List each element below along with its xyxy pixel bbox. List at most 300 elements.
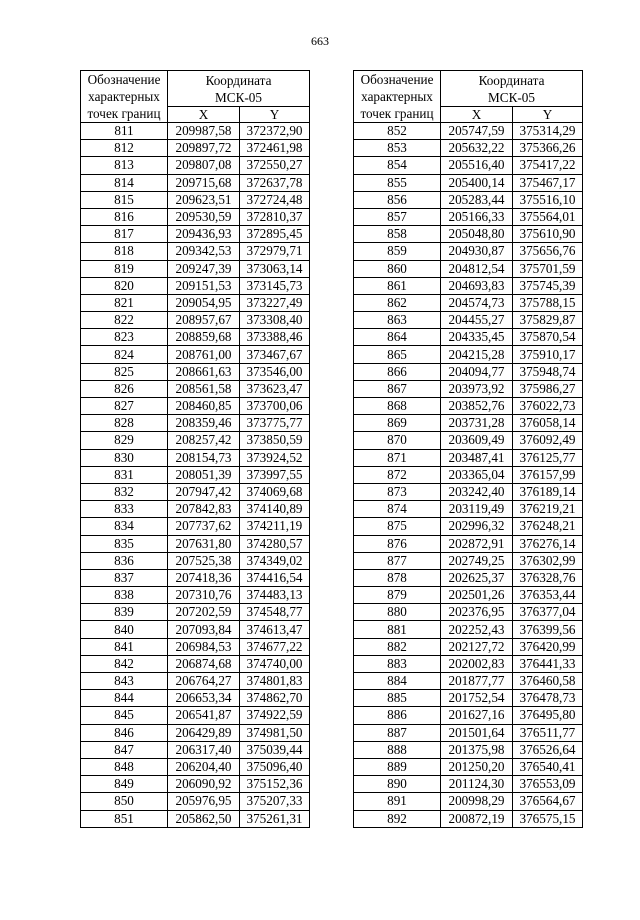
point-number-cell: 835 — [81, 535, 168, 552]
point-number-cell: 848 — [81, 758, 168, 775]
right-coordinates-table — [353, 70, 583, 828]
x-coordinate-cell: 208859,68 — [168, 329, 240, 346]
point-number-cell: 820 — [81, 277, 168, 294]
point-number-cell: 870 — [354, 432, 441, 449]
x-coordinate-cell: 209987,58 — [168, 123, 240, 140]
point-number-cell: 826 — [81, 380, 168, 397]
point-number-cell: 821 — [81, 294, 168, 311]
table-row — [81, 363, 310, 380]
point-number-cell: 811 — [81, 123, 168, 140]
table-row — [81, 810, 310, 827]
y-coordinate-cell: 374801,83 — [240, 673, 310, 690]
point-number-cell: 819 — [81, 260, 168, 277]
point-number-cell: 828 — [81, 415, 168, 432]
y-coordinate-cell: 375207,33 — [240, 793, 310, 810]
x-coordinate-cell: 204693,83 — [441, 277, 513, 294]
table-row — [81, 673, 310, 690]
y-coordinate-cell: 376276,14 — [513, 535, 583, 552]
y-coordinate-cell: 374613,47 — [240, 621, 310, 638]
x-coordinate-cell: 206429,89 — [168, 724, 240, 741]
x-coordinate-cell: 207737,62 — [168, 518, 240, 535]
x-coordinate-cell: 202002,83 — [441, 655, 513, 672]
x-coordinate-cell: 203119,49 — [441, 501, 513, 518]
x-coordinate-cell: 206653,34 — [168, 690, 240, 707]
y-coordinate-cell: 373700,06 — [240, 398, 310, 415]
x-coordinate-cell: 208257,42 — [168, 432, 240, 449]
point-number-cell: 877 — [354, 552, 441, 569]
table-row — [354, 312, 583, 329]
point-number-cell: 841 — [81, 638, 168, 655]
right-table-body — [354, 123, 583, 828]
point-number-cell: 867 — [354, 380, 441, 397]
y-coordinate-cell: 373227,49 — [240, 294, 310, 311]
y-coordinate-cell: 376302,99 — [513, 552, 583, 569]
table-row — [354, 724, 583, 741]
table-row — [354, 655, 583, 672]
table-row — [354, 535, 583, 552]
y-coordinate-cell: 375745,39 — [513, 277, 583, 294]
point-number-cell: 873 — [354, 483, 441, 500]
y-coordinate-cell: 376441,33 — [513, 655, 583, 672]
point-number-cell: 855 — [354, 174, 441, 191]
table-row — [354, 294, 583, 311]
x-coordinate-cell: 208359,46 — [168, 415, 240, 432]
y-coordinate-cell: 376526,64 — [513, 741, 583, 758]
point-number-cell: 842 — [81, 655, 168, 672]
y-coordinate-cell: 375467,17 — [513, 174, 583, 191]
point-number-cell: 879 — [354, 587, 441, 604]
point-number-cell: 814 — [81, 174, 168, 191]
y-coordinate-cell: 375314,29 — [513, 123, 583, 140]
x-coordinate-cell: 207947,42 — [168, 483, 240, 500]
point-number-cell: 872 — [354, 466, 441, 483]
table-row — [354, 123, 583, 140]
point-number-cell: 822 — [81, 312, 168, 329]
point-number-cell: 878 — [354, 569, 441, 586]
table-row — [354, 587, 583, 604]
x-coordinate-cell: 203852,76 — [441, 398, 513, 415]
table-row — [81, 483, 310, 500]
table-row — [354, 432, 583, 449]
table-row — [81, 277, 310, 294]
x-coordinate-cell: 204215,28 — [441, 346, 513, 363]
table-row — [354, 243, 583, 260]
point-number-cell: 884 — [354, 673, 441, 690]
y-coordinate-cell: 374862,70 — [240, 690, 310, 707]
table-row — [354, 208, 583, 225]
x-coordinate-cell: 202376,95 — [441, 604, 513, 621]
x-coordinate-cell: 209247,39 — [168, 260, 240, 277]
y-coordinate-cell: 372550,27 — [240, 157, 310, 174]
point-number-cell: 832 — [81, 483, 168, 500]
x-coordinate-cell: 202749,25 — [441, 552, 513, 569]
y-coordinate-cell: 373924,52 — [240, 449, 310, 466]
x-coordinate-cell: 209342,53 — [168, 243, 240, 260]
y-column-header: Y — [240, 107, 310, 123]
table-row — [81, 398, 310, 415]
x-coordinate-cell: 205400,14 — [441, 174, 513, 191]
point-number-cell: 885 — [354, 690, 441, 707]
y-coordinate-cell: 374140,89 — [240, 501, 310, 518]
point-number-cell: 845 — [81, 707, 168, 724]
table-row — [354, 140, 583, 157]
x-coordinate-cell: 207310,76 — [168, 587, 240, 604]
x-coordinate-cell: 202872,91 — [441, 535, 513, 552]
x-coordinate-cell: 201375,98 — [441, 741, 513, 758]
y-coordinate-cell: 375366,26 — [513, 140, 583, 157]
x-coordinate-cell: 203242,40 — [441, 483, 513, 500]
x-coordinate-cell: 208561,58 — [168, 380, 240, 397]
point-number-cell: 823 — [81, 329, 168, 346]
y-coordinate-cell: 376353,44 — [513, 587, 583, 604]
x-coordinate-cell: 209897,72 — [168, 140, 240, 157]
point-number-cell: 860 — [354, 260, 441, 277]
y-coordinate-cell: 376399,56 — [513, 621, 583, 638]
table-row — [81, 466, 310, 483]
y-coordinate-cell: 376248,21 — [513, 518, 583, 535]
y-coordinate-cell: 374922,59 — [240, 707, 310, 724]
x-coordinate-cell: 209436,93 — [168, 226, 240, 243]
x-coordinate-cell: 202996,32 — [441, 518, 513, 535]
x-coordinate-cell: 204335,45 — [441, 329, 513, 346]
table-row — [354, 191, 583, 208]
x-coordinate-cell: 201627,16 — [441, 707, 513, 724]
point-number-cell: 818 — [81, 243, 168, 260]
table-row — [81, 449, 310, 466]
x-coordinate-cell: 204094,77 — [441, 363, 513, 380]
y-coordinate-cell: 376219,21 — [513, 501, 583, 518]
y-coordinate-cell: 375261,31 — [240, 810, 310, 827]
table-row — [81, 552, 310, 569]
point-number-cell: 849 — [81, 776, 168, 793]
x-coordinate-cell: 208661,63 — [168, 363, 240, 380]
point-number-cell: 853 — [354, 140, 441, 157]
point-number-cell: 843 — [81, 673, 168, 690]
point-number-cell: 856 — [354, 191, 441, 208]
table-row — [354, 690, 583, 707]
point-number-cell: 859 — [354, 243, 441, 260]
point-number-cell: 851 — [81, 810, 168, 827]
x-coordinate-cell: 205632,22 — [441, 140, 513, 157]
y-coordinate-cell: 376092,49 — [513, 432, 583, 449]
table-row — [81, 157, 310, 174]
x-coordinate-cell: 203365,04 — [441, 466, 513, 483]
point-number-cell: 871 — [354, 449, 441, 466]
y-coordinate-cell: 375788,15 — [513, 294, 583, 311]
x-coordinate-cell: 202501,26 — [441, 587, 513, 604]
point-number-cell: 891 — [354, 793, 441, 810]
y-column-header: Y — [513, 107, 583, 123]
point-number-cell: 869 — [354, 415, 441, 432]
y-coordinate-cell: 376564,67 — [513, 793, 583, 810]
y-coordinate-cell: 376022,73 — [513, 398, 583, 415]
x-coordinate-cell: 202625,37 — [441, 569, 513, 586]
y-coordinate-cell: 375986,27 — [513, 380, 583, 397]
coordinate-group-header: Координата МСК-05 — [168, 71, 310, 107]
x-coordinate-cell: 206541,87 — [168, 707, 240, 724]
x-coordinate-cell: 205862,50 — [168, 810, 240, 827]
x-coordinate-cell: 209530,59 — [168, 208, 240, 225]
y-coordinate-cell: 376478,73 — [513, 690, 583, 707]
table-row — [81, 243, 310, 260]
table-row — [354, 776, 583, 793]
y-coordinate-cell: 374483,13 — [240, 587, 310, 604]
point-number-cell: 824 — [81, 346, 168, 363]
point-number-cell: 839 — [81, 604, 168, 621]
y-coordinate-cell: 374416,54 — [240, 569, 310, 586]
y-coordinate-cell: 374280,57 — [240, 535, 310, 552]
y-coordinate-cell: 375870,54 — [513, 329, 583, 346]
x-coordinate-cell: 204455,27 — [441, 312, 513, 329]
table-row — [81, 208, 310, 225]
x-coordinate-cell: 201752,54 — [441, 690, 513, 707]
left-table-body — [81, 123, 310, 828]
x-coordinate-cell: 205283,44 — [441, 191, 513, 208]
point-number-cell: 815 — [81, 191, 168, 208]
y-coordinate-cell: 373467,67 — [240, 346, 310, 363]
point-name-header: Обозначение характерных точек границ — [81, 71, 168, 123]
table-row — [354, 518, 583, 535]
point-number-cell: 813 — [81, 157, 168, 174]
point-number-cell: 880 — [354, 604, 441, 621]
point-number-cell: 886 — [354, 707, 441, 724]
x-coordinate-cell: 201877,77 — [441, 673, 513, 690]
table-row — [81, 191, 310, 208]
x-coordinate-cell: 201501,64 — [441, 724, 513, 741]
point-number-cell: 875 — [354, 518, 441, 535]
y-coordinate-cell: 374548,77 — [240, 604, 310, 621]
y-coordinate-cell: 375656,76 — [513, 243, 583, 260]
table-row — [81, 415, 310, 432]
point-number-cell: 857 — [354, 208, 441, 225]
point-number-cell: 883 — [354, 655, 441, 672]
x-coordinate-cell: 206204,40 — [168, 758, 240, 775]
x-coordinate-cell: 208154,73 — [168, 449, 240, 466]
table-row — [81, 226, 310, 243]
x-coordinate-cell: 208761,00 — [168, 346, 240, 363]
y-coordinate-cell: 375564,01 — [513, 208, 583, 225]
table-row — [81, 776, 310, 793]
x-coordinate-cell: 207525,38 — [168, 552, 240, 569]
y-coordinate-cell: 376189,14 — [513, 483, 583, 500]
table-row — [81, 604, 310, 621]
x-coordinate-cell: 203609,49 — [441, 432, 513, 449]
y-coordinate-cell: 375829,87 — [513, 312, 583, 329]
x-coordinate-cell: 203731,28 — [441, 415, 513, 432]
point-number-cell: 890 — [354, 776, 441, 793]
x-coordinate-cell: 209807,08 — [168, 157, 240, 174]
table-row — [354, 466, 583, 483]
point-number-cell: 831 — [81, 466, 168, 483]
table-row — [354, 226, 583, 243]
point-number-cell: 836 — [81, 552, 168, 569]
table-row — [354, 552, 583, 569]
x-coordinate-cell: 207418,36 — [168, 569, 240, 586]
table-row — [81, 724, 310, 741]
point-number-cell: 862 — [354, 294, 441, 311]
x-coordinate-cell: 205166,33 — [441, 208, 513, 225]
x-column-header: X — [441, 107, 513, 123]
point-number-cell: 852 — [354, 123, 441, 140]
point-number-cell: 889 — [354, 758, 441, 775]
y-coordinate-cell: 372810,37 — [240, 208, 310, 225]
point-number-cell: 866 — [354, 363, 441, 380]
point-number-cell: 887 — [354, 724, 441, 741]
point-number-cell: 833 — [81, 501, 168, 518]
x-coordinate-cell: 209054,95 — [168, 294, 240, 311]
x-coordinate-cell: 206317,40 — [168, 741, 240, 758]
y-coordinate-cell: 376460,58 — [513, 673, 583, 690]
y-coordinate-cell: 376157,99 — [513, 466, 583, 483]
point-number-cell: 863 — [354, 312, 441, 329]
point-number-cell: 834 — [81, 518, 168, 535]
y-coordinate-cell: 374349,02 — [240, 552, 310, 569]
x-coordinate-cell: 206090,92 — [168, 776, 240, 793]
point-number-cell: 827 — [81, 398, 168, 415]
y-coordinate-cell: 376125,77 — [513, 449, 583, 466]
point-number-cell: 830 — [81, 449, 168, 466]
y-coordinate-cell: 373850,59 — [240, 432, 310, 449]
x-coordinate-cell: 200872,19 — [441, 810, 513, 827]
table-row — [354, 793, 583, 810]
x-coordinate-cell: 206874,68 — [168, 655, 240, 672]
point-number-cell: 829 — [81, 432, 168, 449]
y-coordinate-cell: 376377,04 — [513, 604, 583, 621]
point-number-cell: 825 — [81, 363, 168, 380]
point-number-cell: 854 — [354, 157, 441, 174]
table-row — [81, 312, 310, 329]
x-coordinate-cell: 205976,95 — [168, 793, 240, 810]
x-coordinate-cell: 201250,20 — [441, 758, 513, 775]
table-row — [354, 260, 583, 277]
x-coordinate-cell: 204930,87 — [441, 243, 513, 260]
x-coordinate-cell: 207202,59 — [168, 604, 240, 621]
table-row — [81, 329, 310, 346]
y-coordinate-cell: 374677,22 — [240, 638, 310, 655]
y-coordinate-cell: 373997,55 — [240, 466, 310, 483]
table-row — [354, 380, 583, 397]
x-coordinate-cell: 209151,53 — [168, 277, 240, 294]
y-coordinate-cell: 376058,14 — [513, 415, 583, 432]
x-coordinate-cell: 207093,84 — [168, 621, 240, 638]
point-number-cell: 816 — [81, 208, 168, 225]
x-coordinate-cell: 203487,41 — [441, 449, 513, 466]
point-number-cell: 874 — [354, 501, 441, 518]
table-row — [354, 157, 583, 174]
table-row — [354, 569, 583, 586]
point-number-cell: 868 — [354, 398, 441, 415]
point-number-cell: 876 — [354, 535, 441, 552]
point-number-cell: 812 — [81, 140, 168, 157]
y-coordinate-cell: 374981,50 — [240, 724, 310, 741]
point-number-cell: 837 — [81, 569, 168, 586]
table-row — [81, 569, 310, 586]
y-coordinate-cell: 373546,00 — [240, 363, 310, 380]
table-row — [81, 707, 310, 724]
x-coordinate-cell: 208460,85 — [168, 398, 240, 415]
table-row — [354, 604, 583, 621]
table-row — [81, 432, 310, 449]
y-coordinate-cell: 375417,22 — [513, 157, 583, 174]
point-number-cell: 865 — [354, 346, 441, 363]
table-row — [81, 690, 310, 707]
table-row — [354, 346, 583, 363]
y-coordinate-cell: 375152,36 — [240, 776, 310, 793]
table-row — [81, 140, 310, 157]
point-number-cell: 864 — [354, 329, 441, 346]
y-coordinate-cell: 375610,90 — [513, 226, 583, 243]
x-coordinate-cell: 205048,80 — [441, 226, 513, 243]
x-coordinate-cell: 204812,54 — [441, 260, 513, 277]
y-coordinate-cell: 372895,45 — [240, 226, 310, 243]
y-coordinate-cell: 373623,47 — [240, 380, 310, 397]
y-coordinate-cell: 375948,74 — [513, 363, 583, 380]
table-row — [81, 380, 310, 397]
table-row — [81, 123, 310, 140]
y-coordinate-cell: 374069,68 — [240, 483, 310, 500]
table-row — [354, 673, 583, 690]
x-coordinate-cell: 205747,59 — [441, 123, 513, 140]
table-row — [81, 535, 310, 552]
y-coordinate-cell: 376420,99 — [513, 638, 583, 655]
y-coordinate-cell: 372637,78 — [240, 174, 310, 191]
x-coordinate-cell: 208051,39 — [168, 466, 240, 483]
y-coordinate-cell: 376511,77 — [513, 724, 583, 741]
point-number-cell: 861 — [354, 277, 441, 294]
y-coordinate-cell: 372979,71 — [240, 243, 310, 260]
x-coordinate-cell: 202127,72 — [441, 638, 513, 655]
x-coordinate-cell: 202252,43 — [441, 621, 513, 638]
point-number-cell: 882 — [354, 638, 441, 655]
table-row — [81, 174, 310, 191]
table-row — [354, 363, 583, 380]
table-row — [354, 501, 583, 518]
table-row — [354, 483, 583, 500]
x-coordinate-cell: 209623,51 — [168, 191, 240, 208]
y-coordinate-cell: 372372,90 — [240, 123, 310, 140]
y-coordinate-cell: 376553,09 — [513, 776, 583, 793]
table-row — [354, 758, 583, 775]
x-coordinate-cell: 207842,83 — [168, 501, 240, 518]
table-row — [81, 294, 310, 311]
table-row — [81, 621, 310, 638]
left-coordinates-table — [80, 70, 310, 828]
y-coordinate-cell: 373308,40 — [240, 312, 310, 329]
y-coordinate-cell: 375701,59 — [513, 260, 583, 277]
x-coordinate-cell: 208957,67 — [168, 312, 240, 329]
y-coordinate-cell: 373145,73 — [240, 277, 310, 294]
table-row — [354, 741, 583, 758]
x-coordinate-cell: 203973,92 — [441, 380, 513, 397]
point-number-cell: 817 — [81, 226, 168, 243]
y-coordinate-cell: 373063,14 — [240, 260, 310, 277]
y-coordinate-cell: 375516,10 — [513, 191, 583, 208]
x-coordinate-cell: 206764,27 — [168, 673, 240, 690]
y-coordinate-cell: 375096,40 — [240, 758, 310, 775]
table-row — [354, 174, 583, 191]
point-number-cell: 838 — [81, 587, 168, 604]
point-number-cell: 840 — [81, 621, 168, 638]
table-row — [354, 329, 583, 346]
point-number-cell: 858 — [354, 226, 441, 243]
table-row — [354, 707, 583, 724]
x-coordinate-cell: 201124,30 — [441, 776, 513, 793]
point-number-cell: 844 — [81, 690, 168, 707]
table-row — [354, 638, 583, 655]
y-coordinate-cell: 375039,44 — [240, 741, 310, 758]
x-coordinate-cell: 204574,73 — [441, 294, 513, 311]
table-row — [81, 501, 310, 518]
